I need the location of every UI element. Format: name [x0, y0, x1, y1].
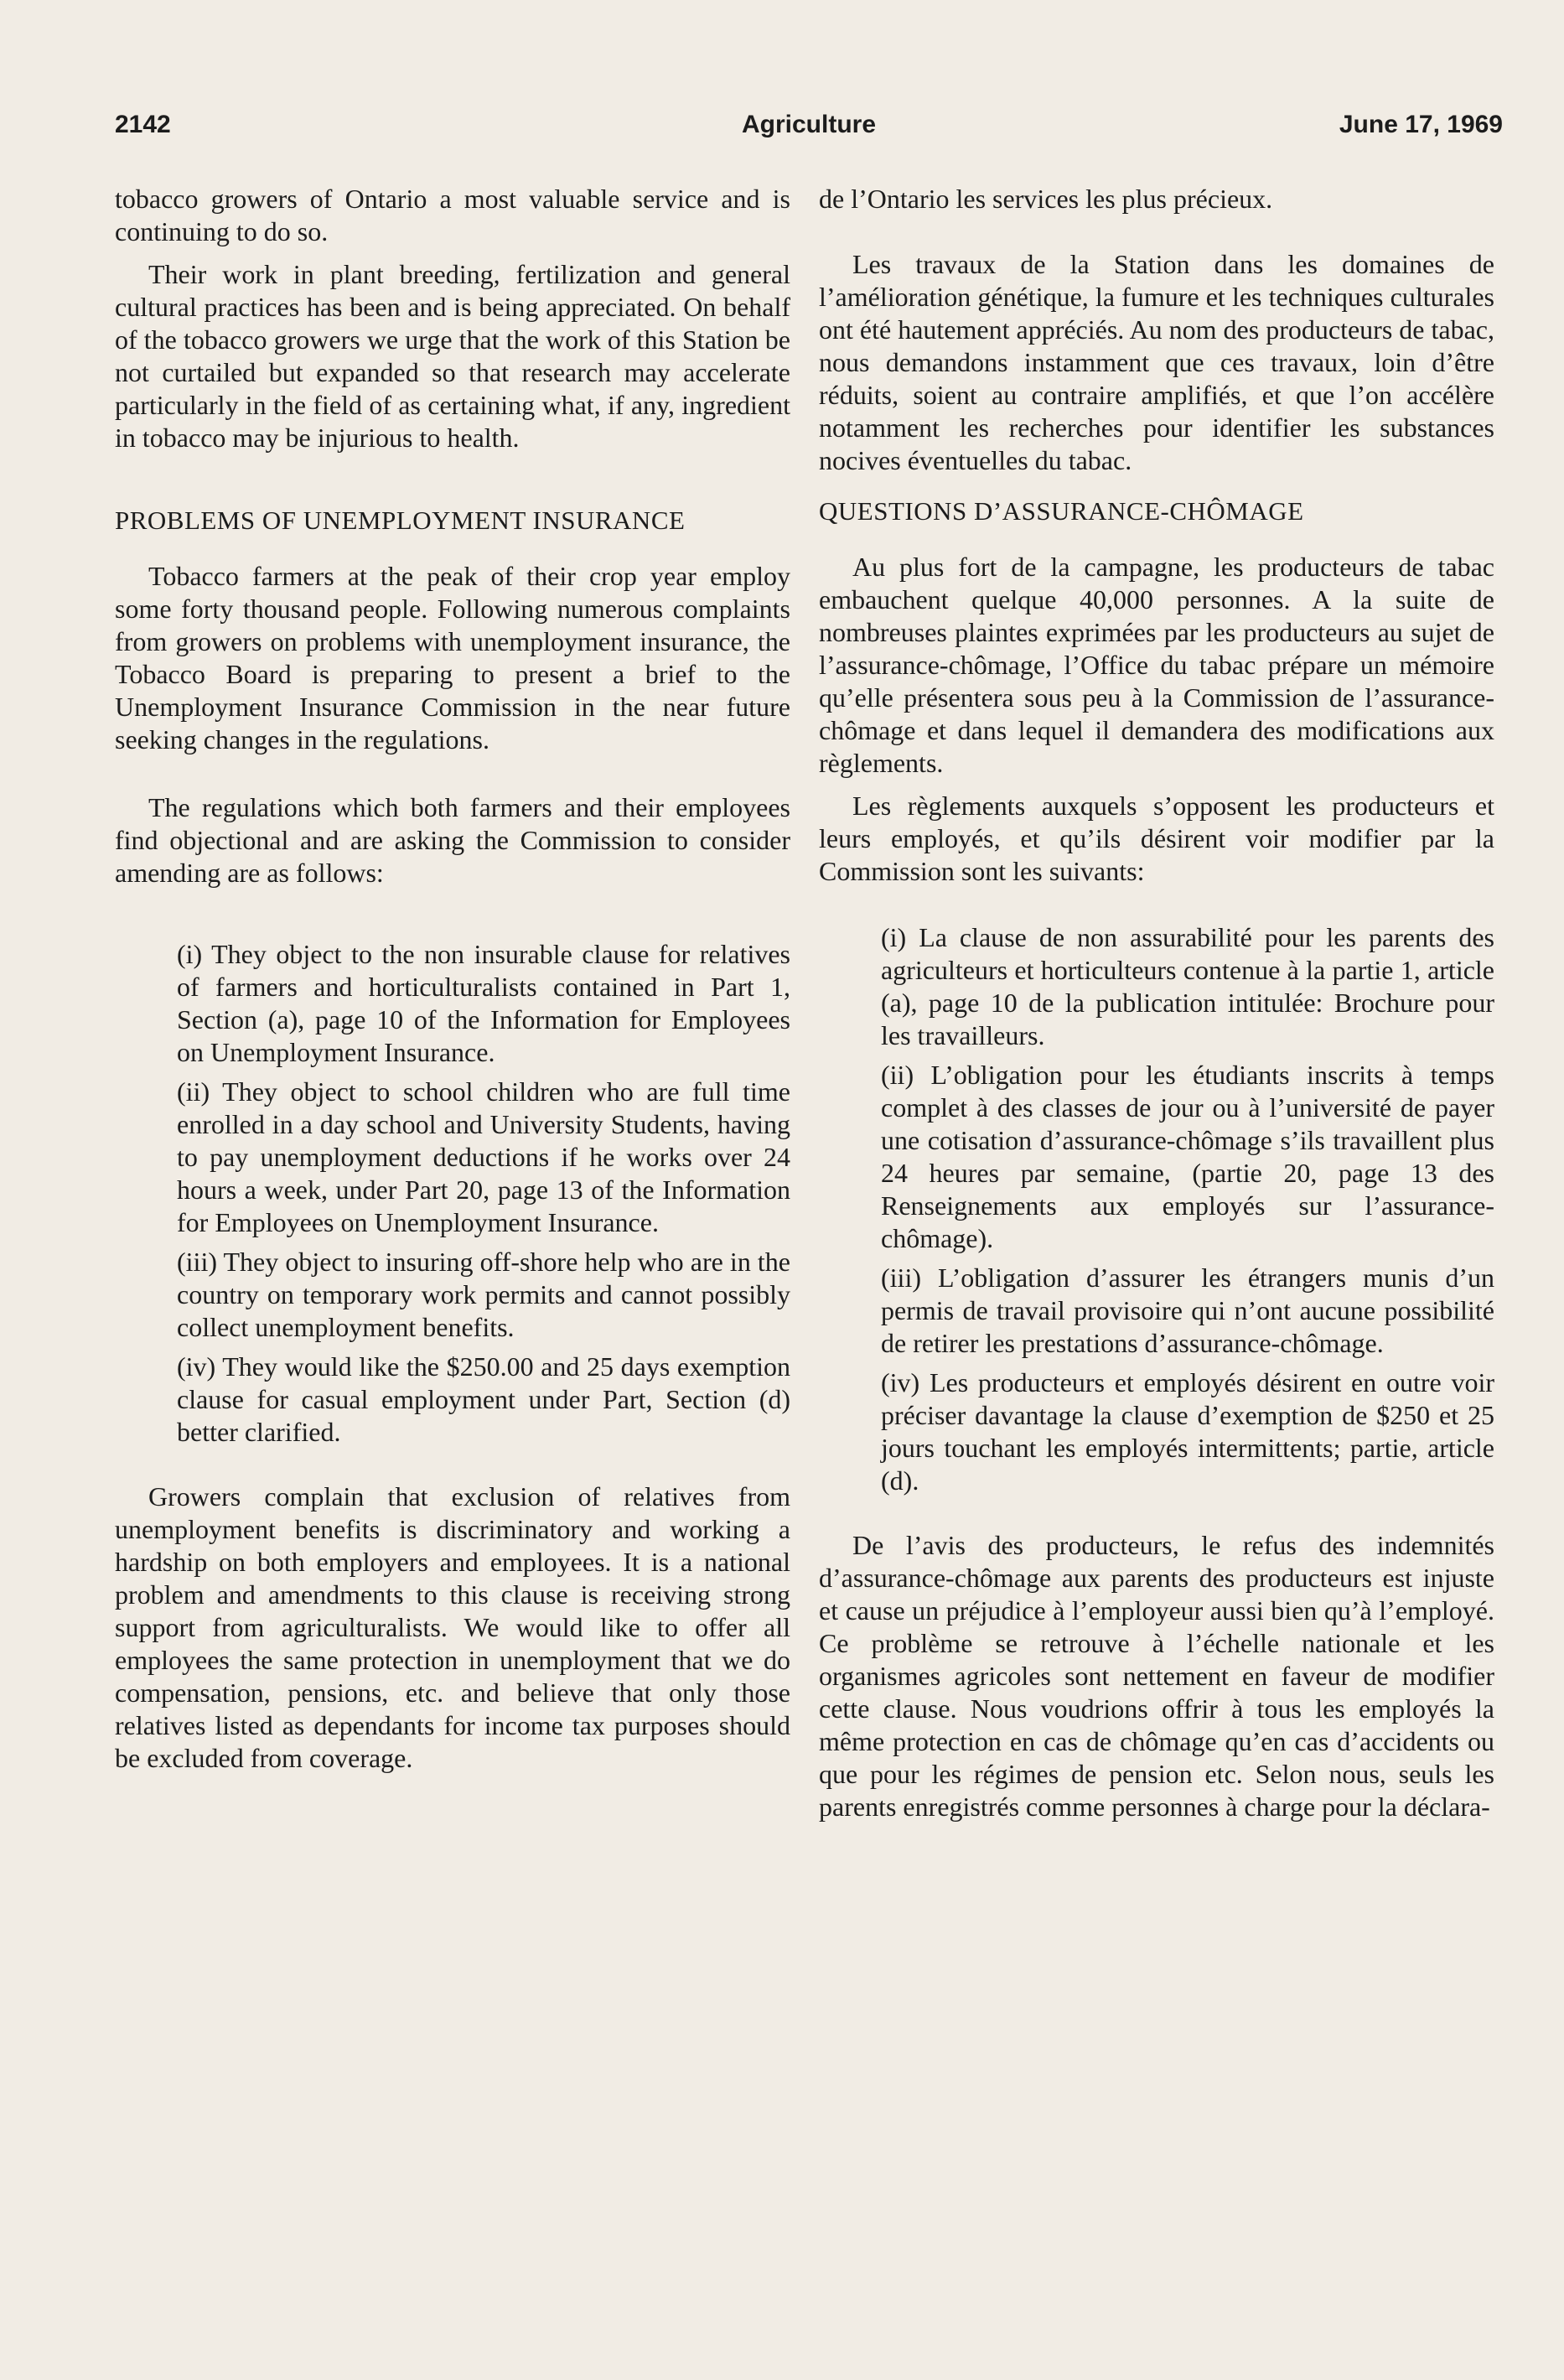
page-number: 2142: [115, 111, 171, 138]
french-column: [819, 183, 1494, 1833]
fr-objection-list: [819, 921, 1494, 1497]
page-header: [115, 111, 1503, 153]
en-list-item: (i) They object to the non insurable clause for relatives of farmers and horticulturalists contained in Part 1, Section (a), page 10 of the Information for Employees on Unemployment Insurance.: [177, 939, 790, 1067]
en-paragraph-5: Growers complain that exclusion of relatives from unemployment benefits is discriminatory and working a hardship on both employers and employees. It is a national problem and amendments to this clause is receiving strong support from agriculturalists. We would like to offer all employees the same protection in unemployment that we do compensation, pensions, etc. and believe that only those relatives listed as dependants for income tax purposes should be excluded from coverage.: [115, 1481, 790, 1773]
section-title: Agriculture: [741, 111, 877, 138]
en-list-item: (iii) They object to insuring off-shore help who are in the country on temporary work permits and cannot possibly collect unemployment benefits.: [177, 1247, 790, 1342]
fr-paragraph-5: De l’avis des producteurs, le refus des indemnités d’assurance-chômage aux parents des producteurs est injuste et cause un préjudice à l’employeur aussi bien qu’à l’employé. Ce problème se retrouve à l’échelle nationale et les organismes agricoles sont nettement en faveur de modifier cette clause. Nous voudrions offrir à tous les employés la même protection en cas de chômage qu’en cas d’accidents ou que pour les régimes de pension etc. Selon nous, seuls les parents enregistrés comme personnes à charge pour la déclara-: [819, 1530, 1494, 1822]
fr-list-item: (ii) L’obligation pour les étudiants inscrits à temps complet à des classes de jour ou à l’université de payer une cotisation d’assurance-chômage s’ils travaillent plus 24 heures par semaine, (partie 20, page 13 des Renseignements aux employés sur l’assurance-chômage).: [881, 1060, 1494, 1253]
english-column: [115, 183, 790, 1785]
en-section-heading: PROBLEMS OF UNEMPLOYMENT INSURANCE: [115, 506, 686, 535]
en-paragraph-1: tobacco growers of Ontario a most valuable service and is continuing to do so.: [115, 184, 790, 246]
en-list-item: (iv) They would like the $250.00 and 25 days exemption clause for casual employment under Part, Section (d) better clarified.: [177, 1351, 790, 1447]
fr-list-item: (iv) Les producteurs et employés désirent en outre voir préciser davantage la clause d’exemption de $250 et 25 jours touchant les employés intermittents; partie, article (d).: [881, 1367, 1494, 1496]
fr-paragraph-2: Les travaux de la Station dans les domaines de l’amélioration génétique, la fumure et les techniques culturales ont été hautement appréciés. Au nom des producteurs de tabac, nous demandons instamment que ces travaux, loin d’être réduits, soient au contraire amplifiés, et que l’on accélère notamment les recherches pour identifier les substances nocives éventuelles du tabac.: [819, 249, 1494, 475]
en-paragraph-3: Tobacco farmers at the peak of their crop year employ some forty thousand people. Following numerous complaints from growers on problems with unemployment insurance, the Tobacco Board is preparing to present a brief to the Unemployment Insurance Commission in the near future seeking changes in the regulations.: [115, 561, 790, 754]
fr-list-item: (iii) L’obligation d’assurer les étrangers munis d’un permis de travail provisoire qui n’ont aucune possibilité de retirer les prestations d’assurance-chômage.: [881, 1263, 1494, 1358]
fr-paragraph-1: de l’Ontario les services les plus précieux.: [819, 184, 1273, 214]
fr-paragraph-3: Au plus fort de la campagne, les producteurs de tabac embauchent quelque 40,000 personnes. A la suite de nombreuses plaintes exprimées par les producteurs au sujet de l’assurance-chômage, l’Office du tabac prépare un mémoire qu’elle présentera sous peu à la Commission de l’assurance-chômage et dans lequel il demandera des modifications aux règlements.: [819, 552, 1494, 778]
fr-section-heading: QUESTIONS D’ASSURANCE-CHÔMAGE: [819, 496, 1304, 526]
fr-paragraph-4: Les règlements auxquels s’opposent les producteurs et leurs employés, et qu’ils désirent voir modifier par la Commission sont les suivants:: [819, 791, 1494, 886]
en-objection-list: [115, 938, 790, 1449]
en-paragraph-4: The regulations which both farmers and their employees find objectional and are asking the Commission to consider amending are as follows:: [115, 792, 790, 888]
en-list-item: (ii) They object to school children who are full time enrolled in a day school and University Students, having to pay unemployment deductions if he works over 24 hours a week, under Part 20, page 13 of the Information for Employees on Unemployment Insurance.: [177, 1076, 790, 1237]
page-date: June 17, 1969: [1339, 111, 1503, 138]
fr-list-item: (i) La clause de non assurabilité pour les parents des agriculteurs et horticulteurs contenue à la partie 1, article (a), page 10 de la publication intitulée: Brochure pour les travailleurs.: [881, 922, 1494, 1050]
en-paragraph-2: Their work in plant breeding, fertilization and general cultural practices has been and is being appreciated. On behalf of the tobacco growers we urge that the work of this Station be not curtailed but expanded so that research may accelerate particularly in the field of as certaining what, if any, ingredient in tobacco may be injurious to health.: [115, 259, 790, 453]
